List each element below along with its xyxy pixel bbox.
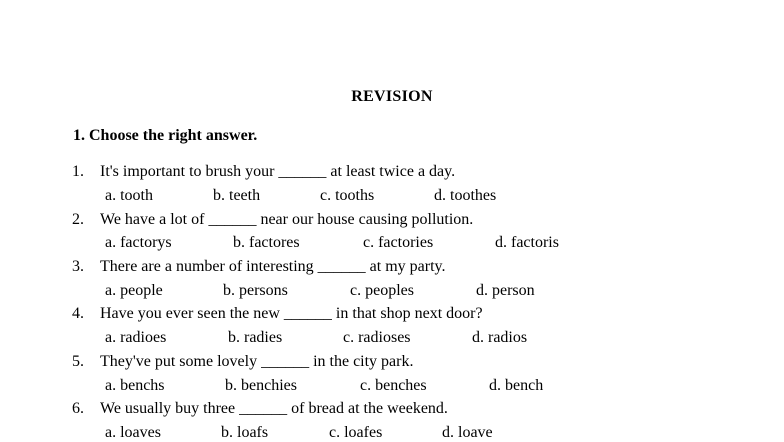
question-number: 2. bbox=[72, 211, 84, 228]
question-2 bbox=[72, 211, 473, 229]
option-c: c. tooths bbox=[320, 187, 375, 204]
option-b: b. teeth bbox=[213, 187, 261, 204]
question-number: 6. bbox=[72, 400, 84, 417]
option-b: b. persons bbox=[223, 282, 288, 299]
option-a: a. loaves bbox=[105, 424, 161, 441]
question-text: Have you ever seen the new ______ in that shop next door? bbox=[100, 305, 483, 322]
option-c: c. factories bbox=[363, 234, 434, 251]
question-text: They've put some lovely ______ in the city park. bbox=[100, 353, 414, 370]
option-b: b. radies bbox=[228, 329, 283, 346]
option-b: b. benchies bbox=[225, 377, 297, 394]
question-text: There are a number of interesting ______ at my party. bbox=[100, 258, 446, 275]
option-a: a. people bbox=[105, 282, 163, 299]
option-b: b. factores bbox=[233, 234, 300, 251]
option-d: d. person bbox=[476, 282, 535, 299]
question-number: 4. bbox=[72, 305, 84, 322]
question-text: We have a lot of ______ near our house causing pollution. bbox=[100, 211, 474, 228]
option-a: a. factorys bbox=[105, 234, 172, 251]
question-5 bbox=[72, 353, 413, 371]
option-d: d. factoris bbox=[495, 234, 559, 251]
option-d: d. bench bbox=[489, 377, 544, 394]
question-text: It's important to brush your ______ at least twice a day. bbox=[100, 163, 456, 180]
question-text: We usually buy three ______ of bread at the weekend. bbox=[100, 400, 448, 417]
page-title: REVISION bbox=[351, 88, 433, 105]
question-number: 3. bbox=[72, 258, 84, 275]
option-d: d. radios bbox=[472, 329, 528, 346]
option-a: a. benchs bbox=[105, 377, 165, 394]
question-1 bbox=[72, 163, 455, 181]
option-c: c. radioses bbox=[343, 329, 411, 346]
option-a: a. radioes bbox=[105, 329, 167, 346]
option-d: d. toothes bbox=[434, 187, 497, 204]
option-c: c. benches bbox=[360, 377, 427, 394]
question-4 bbox=[72, 305, 483, 323]
option-c: c. peoples bbox=[350, 282, 414, 299]
option-c: c. loafes bbox=[329, 424, 383, 441]
section-heading: 1. Choose the right answer. bbox=[73, 127, 258, 144]
question-6 bbox=[72, 400, 448, 418]
question-number: 1. bbox=[72, 163, 84, 180]
option-d: d. loave bbox=[442, 424, 493, 441]
option-a: a. tooth bbox=[105, 187, 153, 204]
question-number: 5. bbox=[72, 353, 84, 370]
question-3 bbox=[72, 258, 446, 276]
option-b: b. loafs bbox=[221, 424, 269, 441]
